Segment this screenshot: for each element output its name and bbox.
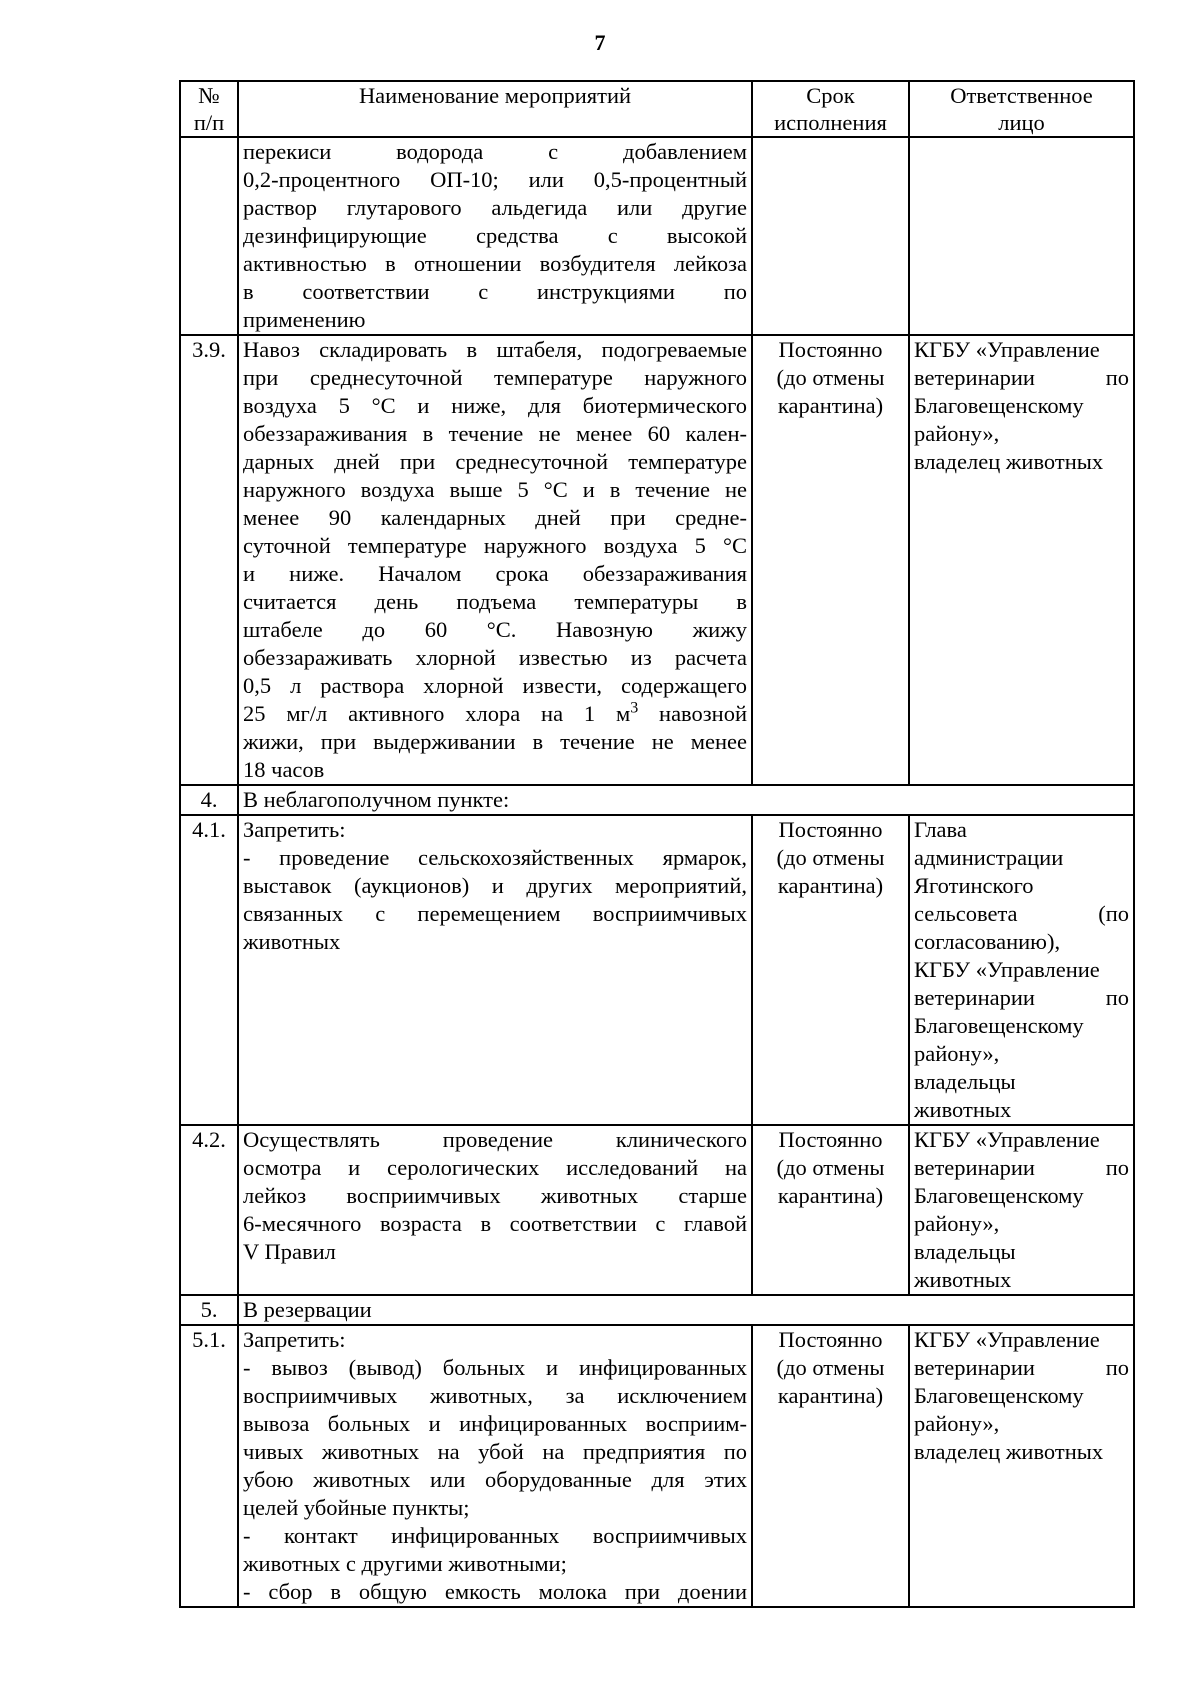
row-term: Постоянно (до отмены карантина) <box>752 1125 909 1295</box>
measures-table <box>179 80 1135 1608</box>
table-row <box>180 1325 1134 1607</box>
row-num: 5.1. <box>180 1325 238 1607</box>
row-resp: КГБУ «Управление ветеринарии по Благовещенскому району», владельцы животных <box>909 1125 1134 1295</box>
header-name: Наименование мероприятий <box>238 81 752 137</box>
row-name: перекиси водорода с добавлением 0,2-процентного ОП-10; или 0,5-процентный раствор глутарового альдегида или другие дезинфицирующие средства с высокой активностью в отношении возбудителя лейкоза в соответствии с инструкциями по применению <box>238 137 752 335</box>
table-row <box>180 815 1134 1125</box>
page-number: 7 <box>594 30 606 55</box>
section-num: 4. <box>180 785 238 815</box>
row-num <box>180 137 238 335</box>
row-num: 3.9. <box>180 335 238 785</box>
row-term: Постоянно (до отмены карантина) <box>752 335 909 785</box>
row-term: Постоянно (до отмены карантина) <box>752 1325 909 1607</box>
table-row <box>180 1125 1134 1295</box>
row-name: Осуществлять проведение клинического осмотра и серологических исследований на лейкоз восприимчивых животных старше 6-месячного возраста в соответствии с главой V Правил <box>238 1125 752 1295</box>
row-resp <box>909 137 1134 335</box>
section-row <box>180 785 1134 815</box>
section-num: 5. <box>180 1295 238 1325</box>
row-resp: КГБУ «Управление ветеринарии по Благовещенскому району», владелец животных <box>909 335 1134 785</box>
row-name: Запретить: - проведение сельскохозяйственных ярмарок, выставок (аукционов) и других мероприятий, связанных с перемещением восприимчивых животных <box>238 815 752 1125</box>
row-resp: Глава администрации Яготинского сельсовета (по согласованию), КГБУ «Управление ветеринарии по Благовещенскому району», владельцы животных <box>909 815 1134 1125</box>
section-title: В неблагополучном пункте: <box>238 785 1134 815</box>
header-term: Срок исполнения <box>752 81 909 137</box>
row-num: 4.2. <box>180 1125 238 1295</box>
row-term <box>752 137 909 335</box>
row-num: 4.1. <box>180 815 238 1125</box>
row-name: Запретить: - вывоз (вывод) больных и инфицированных восприимчивых животных, за исключением вывоза больных и инфицированных восприим- чивых животных на убой на предприятия по убою животных или оборудованные для этих целей убойные пункты; - контакт инфицированных восприимчивых животных с другими животными; - сбор в общую емкость молока при доении <box>238 1325 752 1607</box>
table-row <box>180 335 1134 785</box>
section-title: В резервации <box>238 1295 1134 1325</box>
header-num: № п/п <box>180 81 238 137</box>
row-name: Навоз складировать в штабеля, подогреваемые при среднесуточной температуре наружного воздуха 5 °С и ниже, для биотермического обеззараживания в течение не менее 60 кален- дарных дней при среднесуточной температуре наружного воздуха выше 5 °С и в течение не менее 90 календарных дней при средне- суточной температуре наружного воздуха 5 °С и ниже. Началом срока обеззараживания считается день подъема температуры в штабеле до 60 °С. Навозную жижу обеззараживать хлорной известью из расчета 0,5 л раствора хлорной извести, содержащего 25 мг/л активного хлора на 1 $м^3$ навозной жижи, при выдерживании в течение не менее 18 часов <box>238 335 752 785</box>
table-row <box>180 137 1134 335</box>
section-row <box>180 1295 1134 1325</box>
row-term: Постоянно (до отмены карантина) <box>752 815 909 1125</box>
table-header-row <box>180 81 1134 137</box>
row-resp: КГБУ «Управление ветеринарии по Благовещенскому району», владелец животных <box>909 1325 1134 1607</box>
header-resp: Ответственное лицо <box>909 81 1134 137</box>
